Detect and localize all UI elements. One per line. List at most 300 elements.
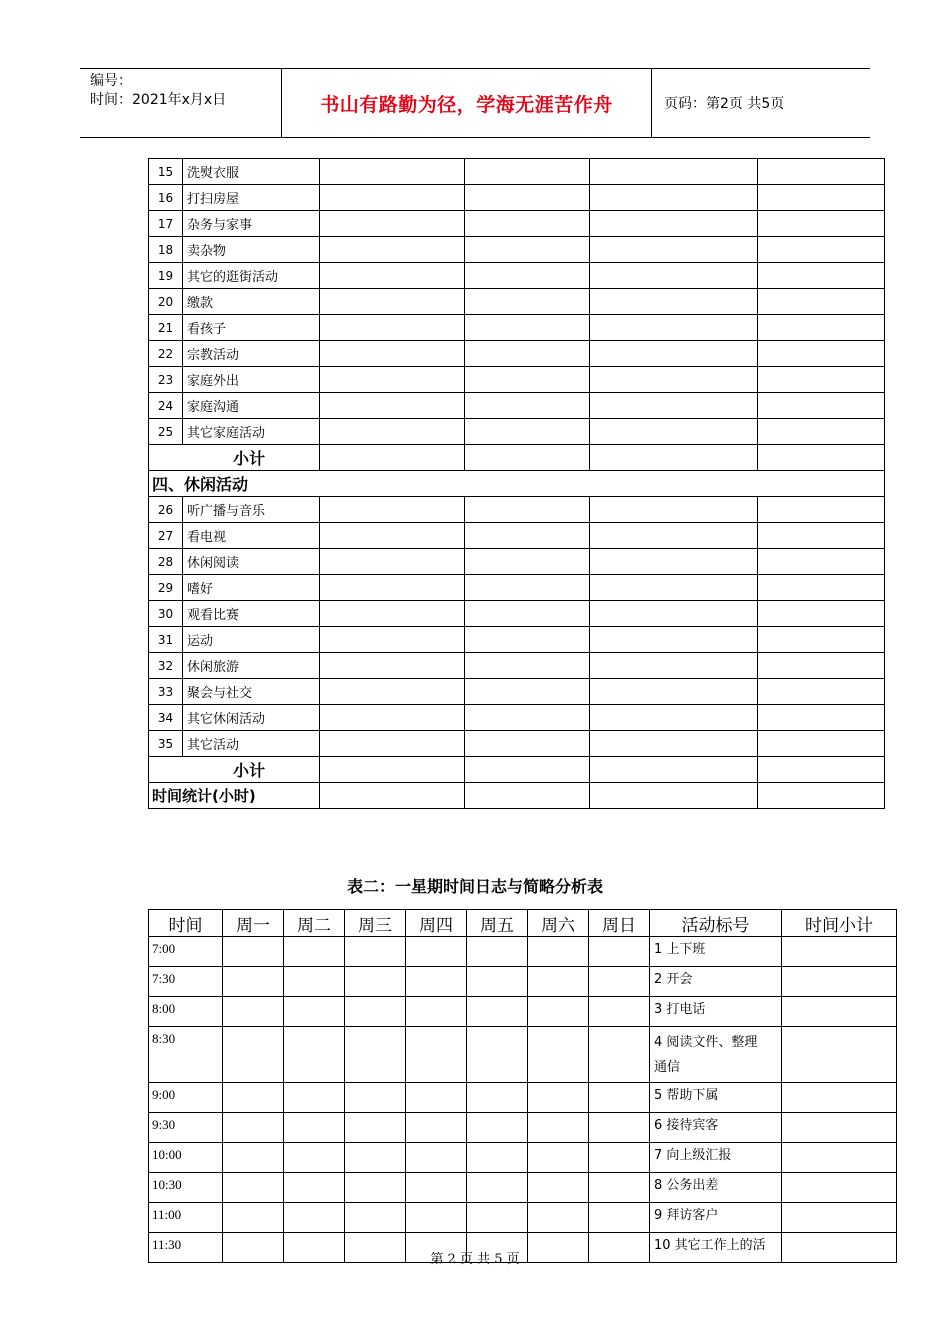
table-cell bbox=[590, 757, 758, 783]
table-cell bbox=[528, 1143, 589, 1173]
row-number: 31 bbox=[149, 627, 183, 653]
table-cell bbox=[590, 419, 758, 445]
table-cell bbox=[320, 523, 465, 549]
table-cell bbox=[223, 967, 284, 997]
table-cell bbox=[590, 575, 758, 601]
table-row bbox=[149, 731, 885, 757]
table-cell bbox=[320, 289, 465, 315]
table-cell bbox=[406, 1143, 467, 1173]
table-cell bbox=[320, 757, 465, 783]
time-slot: 10:30 bbox=[149, 1173, 223, 1203]
table-cell bbox=[465, 731, 590, 757]
table-row bbox=[149, 367, 885, 393]
table-cell bbox=[406, 1203, 467, 1233]
table-cell bbox=[345, 1083, 406, 1113]
table-row bbox=[149, 1203, 897, 1233]
table-row bbox=[149, 315, 885, 341]
row-number: 18 bbox=[149, 237, 183, 263]
subtotal-label: 小计 bbox=[149, 757, 320, 783]
table-cell bbox=[345, 937, 406, 967]
table-cell bbox=[223, 1027, 284, 1083]
table-cell bbox=[758, 237, 885, 263]
activity-label: 聚会与社交 bbox=[183, 679, 320, 705]
table-cell bbox=[782, 1173, 897, 1203]
table-cell bbox=[758, 627, 885, 653]
table-row bbox=[149, 1143, 897, 1173]
table-row bbox=[149, 419, 885, 445]
activity-label: 卖杂物 bbox=[183, 237, 320, 263]
column-header: 周五 bbox=[467, 910, 528, 937]
row-number: 26 bbox=[149, 497, 183, 523]
table-cell bbox=[465, 523, 590, 549]
table-cell bbox=[589, 1113, 650, 1143]
table-cell bbox=[465, 211, 590, 237]
table-cell bbox=[345, 997, 406, 1027]
table-cell bbox=[284, 1027, 345, 1083]
table-cell bbox=[590, 731, 758, 757]
activity-label: 其它家庭活动 bbox=[183, 419, 320, 445]
table-cell bbox=[320, 185, 465, 211]
table-cell bbox=[467, 997, 528, 1027]
table1-rows-household bbox=[149, 159, 885, 445]
table-cell bbox=[528, 967, 589, 997]
row-number: 20 bbox=[149, 289, 183, 315]
page-header bbox=[80, 68, 870, 138]
time-slot: 9:30 bbox=[149, 1113, 223, 1143]
row-number: 22 bbox=[149, 341, 183, 367]
table-cell bbox=[528, 1203, 589, 1233]
activity-code-cell bbox=[650, 1113, 782, 1143]
header-page-info: 页码：第2页 共5页 bbox=[664, 96, 785, 112]
table-cell bbox=[284, 997, 345, 1027]
table-cell bbox=[758, 211, 885, 237]
table-row bbox=[149, 1083, 897, 1113]
table-cell bbox=[320, 627, 465, 653]
row-number: 23 bbox=[149, 367, 183, 393]
row-number: 25 bbox=[149, 419, 183, 445]
table-cell bbox=[758, 289, 885, 315]
table-cell bbox=[465, 653, 590, 679]
table-cell bbox=[465, 705, 590, 731]
table-cell bbox=[320, 263, 465, 289]
table-cell bbox=[528, 997, 589, 1027]
row-number: 33 bbox=[149, 679, 183, 705]
activity-code: 4 阅读文件、整理 bbox=[654, 1035, 758, 1050]
table-cell bbox=[320, 575, 465, 601]
row-number: 16 bbox=[149, 185, 183, 211]
table-cell bbox=[284, 1083, 345, 1113]
activity-label: 家庭外出 bbox=[183, 367, 320, 393]
table-cell bbox=[467, 1113, 528, 1143]
table-row bbox=[149, 159, 885, 185]
table-cell bbox=[758, 185, 885, 211]
table-cell bbox=[758, 315, 885, 341]
table-row bbox=[149, 289, 885, 315]
table-cell bbox=[758, 445, 885, 471]
table-cell bbox=[590, 549, 758, 575]
table-cell bbox=[284, 1113, 345, 1143]
table-cell bbox=[284, 1143, 345, 1173]
table-cell bbox=[345, 1143, 406, 1173]
table-cell bbox=[590, 497, 758, 523]
activity-label: 洗熨衣服 bbox=[183, 159, 320, 185]
table-cell bbox=[320, 393, 465, 419]
table-cell bbox=[589, 1173, 650, 1203]
table-cell bbox=[758, 757, 885, 783]
time-slot: 11:30 bbox=[149, 1233, 223, 1263]
table-cell bbox=[782, 1113, 897, 1143]
table-cell bbox=[320, 419, 465, 445]
table-cell bbox=[589, 967, 650, 997]
table-cell bbox=[320, 601, 465, 627]
row-number: 35 bbox=[149, 731, 183, 757]
table-cell bbox=[589, 937, 650, 967]
activity-code-cell bbox=[650, 1173, 782, 1203]
table-cell bbox=[320, 367, 465, 393]
activity-label: 杂务与家事 bbox=[183, 211, 320, 237]
activity-time-table bbox=[148, 158, 885, 809]
table-cell bbox=[590, 445, 758, 471]
row-number: 24 bbox=[149, 393, 183, 419]
table2-header-row bbox=[149, 910, 897, 937]
table-cell bbox=[320, 705, 465, 731]
weekly-time-log-table bbox=[148, 909, 897, 1263]
table-cell bbox=[590, 211, 758, 237]
table-cell bbox=[758, 263, 885, 289]
table-cell bbox=[590, 523, 758, 549]
table-cell bbox=[465, 263, 590, 289]
row-number: 17 bbox=[149, 211, 183, 237]
row-number: 32 bbox=[149, 653, 183, 679]
table-cell bbox=[589, 1203, 650, 1233]
table-row bbox=[149, 211, 885, 237]
table-row bbox=[149, 393, 885, 419]
table-row bbox=[149, 705, 885, 731]
table-cell bbox=[345, 1173, 406, 1203]
table-row bbox=[149, 653, 885, 679]
activity-label: 宗教活动 bbox=[183, 341, 320, 367]
table-row bbox=[149, 575, 885, 601]
subtotal-label: 小计 bbox=[149, 445, 320, 471]
table-cell bbox=[758, 653, 885, 679]
table-cell bbox=[284, 937, 345, 967]
time-slot: 8:30 bbox=[149, 1027, 223, 1083]
table-cell bbox=[320, 315, 465, 341]
table-cell bbox=[320, 341, 465, 367]
table-cell bbox=[590, 367, 758, 393]
table-cell bbox=[758, 783, 885, 809]
table-cell bbox=[345, 1113, 406, 1143]
column-header: 周二 bbox=[284, 910, 345, 937]
activity-label: 休闲旅游 bbox=[183, 653, 320, 679]
header-date: 时间：2021年x月x日 bbox=[90, 92, 227, 108]
table-cell bbox=[467, 1083, 528, 1113]
table-cell bbox=[465, 497, 590, 523]
table-cell bbox=[465, 627, 590, 653]
row-number: 29 bbox=[149, 575, 183, 601]
activity-code-cell bbox=[650, 967, 782, 997]
table-row bbox=[149, 627, 885, 653]
table-cell bbox=[465, 679, 590, 705]
table-cell bbox=[590, 237, 758, 263]
table-cell bbox=[320, 159, 465, 185]
table-cell bbox=[758, 575, 885, 601]
table-cell bbox=[223, 1113, 284, 1143]
activity-label: 其它休闲活动 bbox=[183, 705, 320, 731]
table-cell bbox=[782, 997, 897, 1027]
table-cell bbox=[406, 997, 467, 1027]
table-cell bbox=[758, 523, 885, 549]
activity-code-cont: 通信 bbox=[654, 1060, 681, 1075]
row-number: 19 bbox=[149, 263, 183, 289]
table-cell bbox=[284, 1203, 345, 1233]
table-cell bbox=[590, 315, 758, 341]
table-cell bbox=[758, 367, 885, 393]
table1-totals bbox=[149, 757, 885, 809]
table-cell bbox=[284, 1173, 345, 1203]
table-cell bbox=[320, 679, 465, 705]
table-cell bbox=[590, 783, 758, 809]
activity-label: 休闲阅读 bbox=[183, 549, 320, 575]
table-cell bbox=[406, 937, 467, 967]
activity-code: 3 打电话 bbox=[654, 1002, 706, 1017]
activity-code-cell bbox=[650, 997, 782, 1027]
table-cell bbox=[528, 937, 589, 967]
row-number: 34 bbox=[149, 705, 183, 731]
table-cell bbox=[320, 549, 465, 575]
table-cell bbox=[758, 419, 885, 445]
table-row bbox=[149, 1027, 897, 1083]
table-cell bbox=[465, 757, 590, 783]
table-row bbox=[149, 497, 885, 523]
table-cell bbox=[406, 1113, 467, 1143]
table-cell bbox=[528, 1173, 589, 1203]
table-row bbox=[149, 1113, 897, 1143]
time-slot: 9:00 bbox=[149, 1083, 223, 1113]
header-number-label: 编号： bbox=[90, 73, 132, 89]
table-cell bbox=[590, 601, 758, 627]
activity-code: 9 拜访客户 bbox=[654, 1208, 719, 1223]
activity-label: 其它活动 bbox=[183, 731, 320, 757]
table-cell bbox=[465, 575, 590, 601]
table-cell bbox=[223, 1173, 284, 1203]
table-cell bbox=[782, 967, 897, 997]
table-cell bbox=[465, 185, 590, 211]
table-cell bbox=[758, 679, 885, 705]
table-cell bbox=[758, 601, 885, 627]
table-cell bbox=[465, 315, 590, 341]
row-number: 21 bbox=[149, 315, 183, 341]
table-cell bbox=[223, 997, 284, 1027]
table-cell bbox=[590, 653, 758, 679]
table-cell bbox=[589, 1083, 650, 1113]
row-number: 30 bbox=[149, 601, 183, 627]
column-header: 时间 bbox=[149, 910, 223, 937]
activity-code-cell bbox=[650, 1203, 782, 1233]
table-cell bbox=[345, 967, 406, 997]
activity-label: 看孩子 bbox=[183, 315, 320, 341]
table1-rows-leisure bbox=[149, 497, 885, 757]
activity-label: 看电视 bbox=[183, 523, 320, 549]
table-cell bbox=[590, 185, 758, 211]
activity-label: 听广播与音乐 bbox=[183, 497, 320, 523]
section-heading-leisure: 四、休闲活动 bbox=[149, 471, 885, 497]
table-cell bbox=[223, 937, 284, 967]
table-cell bbox=[782, 1143, 897, 1173]
table-cell bbox=[465, 601, 590, 627]
table-cell bbox=[406, 1173, 467, 1203]
table-cell bbox=[758, 159, 885, 185]
table-cell bbox=[590, 289, 758, 315]
table-cell bbox=[590, 393, 758, 419]
row-number: 15 bbox=[149, 159, 183, 185]
column-header: 时间小计 bbox=[782, 910, 897, 937]
activity-code-cell bbox=[650, 1027, 782, 1083]
activity-label: 观看比赛 bbox=[183, 601, 320, 627]
activity-label: 缴款 bbox=[183, 289, 320, 315]
table-cell bbox=[782, 937, 897, 967]
activity-code: 1 上下班 bbox=[654, 942, 706, 957]
column-header: 周六 bbox=[528, 910, 589, 937]
table-row bbox=[149, 341, 885, 367]
table-cell bbox=[223, 1203, 284, 1233]
table-cell bbox=[320, 237, 465, 263]
table-cell bbox=[782, 1203, 897, 1233]
table-row bbox=[149, 263, 885, 289]
table-cell bbox=[467, 1027, 528, 1083]
table-cell bbox=[589, 997, 650, 1027]
time-slot: 10:00 bbox=[149, 1143, 223, 1173]
table-cell bbox=[406, 1027, 467, 1083]
table-cell bbox=[758, 705, 885, 731]
table-cell bbox=[528, 1083, 589, 1113]
table-cell bbox=[465, 783, 590, 809]
table-row bbox=[149, 185, 885, 211]
activity-code: 7 向上级汇报 bbox=[654, 1148, 732, 1163]
table-cell bbox=[465, 393, 590, 419]
table-cell bbox=[782, 1027, 897, 1083]
time-slot: 7:00 bbox=[149, 937, 223, 967]
activity-code: 6 接待宾客 bbox=[654, 1118, 719, 1133]
table-cell bbox=[782, 1083, 897, 1113]
activity-label: 其它的逛街活动 bbox=[183, 263, 320, 289]
column-header: 周日 bbox=[589, 910, 650, 937]
table-cell bbox=[465, 159, 590, 185]
activity-code: 10 其它工作上的活 bbox=[654, 1238, 766, 1253]
activity-label: 打扫房屋 bbox=[183, 185, 320, 211]
header-motto: 书山有路勤为径，学海无涯苦作舟 bbox=[282, 69, 652, 137]
table2-title: 表二：一星期时间日志与简略分析表 bbox=[346, 877, 603, 896]
table1-subtotal-a-row bbox=[149, 445, 885, 497]
table-cell bbox=[758, 393, 885, 419]
header-meta bbox=[80, 69, 282, 137]
table-row bbox=[149, 237, 885, 263]
total-hours-label: 时间统计(小时) bbox=[149, 783, 320, 809]
table-row bbox=[149, 967, 897, 997]
table-cell bbox=[406, 1083, 467, 1113]
column-header: 周一 bbox=[223, 910, 284, 937]
activity-code-cell bbox=[650, 937, 782, 967]
table-cell bbox=[467, 1203, 528, 1233]
table-cell bbox=[465, 445, 590, 471]
activity-label: 运动 bbox=[183, 627, 320, 653]
table-cell bbox=[758, 341, 885, 367]
table2-rows bbox=[149, 937, 897, 1263]
table-cell bbox=[590, 341, 758, 367]
activity-label: 家庭沟通 bbox=[183, 393, 320, 419]
table-cell bbox=[589, 1027, 650, 1083]
page-footer: 第 2 页 共 5 页 bbox=[430, 1252, 520, 1267]
activity-code: 2 开会 bbox=[654, 972, 693, 987]
table-cell bbox=[465, 237, 590, 263]
activity-label: 嗜好 bbox=[183, 575, 320, 601]
table-cell bbox=[223, 1143, 284, 1173]
column-header: 周三 bbox=[345, 910, 406, 937]
activity-code-cell bbox=[650, 1083, 782, 1113]
time-slot: 11:00 bbox=[149, 1203, 223, 1233]
table-cell bbox=[758, 497, 885, 523]
table-cell bbox=[467, 1143, 528, 1173]
column-header: 周四 bbox=[406, 910, 467, 937]
table-cell bbox=[589, 1143, 650, 1173]
table-cell bbox=[284, 967, 345, 997]
table-cell bbox=[590, 679, 758, 705]
table-cell bbox=[467, 967, 528, 997]
column-header: 活动标号 bbox=[650, 910, 782, 937]
table-cell bbox=[320, 211, 465, 237]
time-slot: 7:30 bbox=[149, 967, 223, 997]
table-cell bbox=[465, 289, 590, 315]
table-row bbox=[149, 937, 897, 967]
table-cell bbox=[467, 937, 528, 967]
table-cell bbox=[406, 967, 467, 997]
table-row bbox=[149, 679, 885, 705]
activity-code-cell bbox=[650, 1143, 782, 1173]
table-row bbox=[149, 601, 885, 627]
table-cell bbox=[590, 263, 758, 289]
table-cell bbox=[467, 1173, 528, 1203]
table-cell bbox=[345, 1027, 406, 1083]
table-cell bbox=[590, 705, 758, 731]
table-cell bbox=[758, 731, 885, 757]
activity-code: 5 帮助下属 bbox=[654, 1088, 719, 1103]
activity-code: 8 公务出差 bbox=[654, 1178, 719, 1193]
row-number: 27 bbox=[149, 523, 183, 549]
table-cell bbox=[528, 1027, 589, 1083]
table-cell bbox=[590, 159, 758, 185]
table-cell bbox=[320, 445, 465, 471]
table-cell bbox=[465, 341, 590, 367]
table-row bbox=[149, 1173, 897, 1203]
table-cell bbox=[590, 627, 758, 653]
time-slot: 8:00 bbox=[149, 997, 223, 1027]
table-cell bbox=[320, 731, 465, 757]
table-cell bbox=[320, 783, 465, 809]
table-row bbox=[149, 997, 897, 1027]
table-cell bbox=[320, 497, 465, 523]
row-number: 28 bbox=[149, 549, 183, 575]
table-row bbox=[149, 523, 885, 549]
table-cell bbox=[345, 1203, 406, 1233]
table-cell bbox=[465, 549, 590, 575]
table-cell bbox=[758, 549, 885, 575]
table-row bbox=[149, 549, 885, 575]
table-cell bbox=[320, 653, 465, 679]
table-cell bbox=[223, 1083, 284, 1113]
table-cell bbox=[528, 1113, 589, 1143]
table-cell bbox=[465, 419, 590, 445]
table-cell bbox=[465, 367, 590, 393]
